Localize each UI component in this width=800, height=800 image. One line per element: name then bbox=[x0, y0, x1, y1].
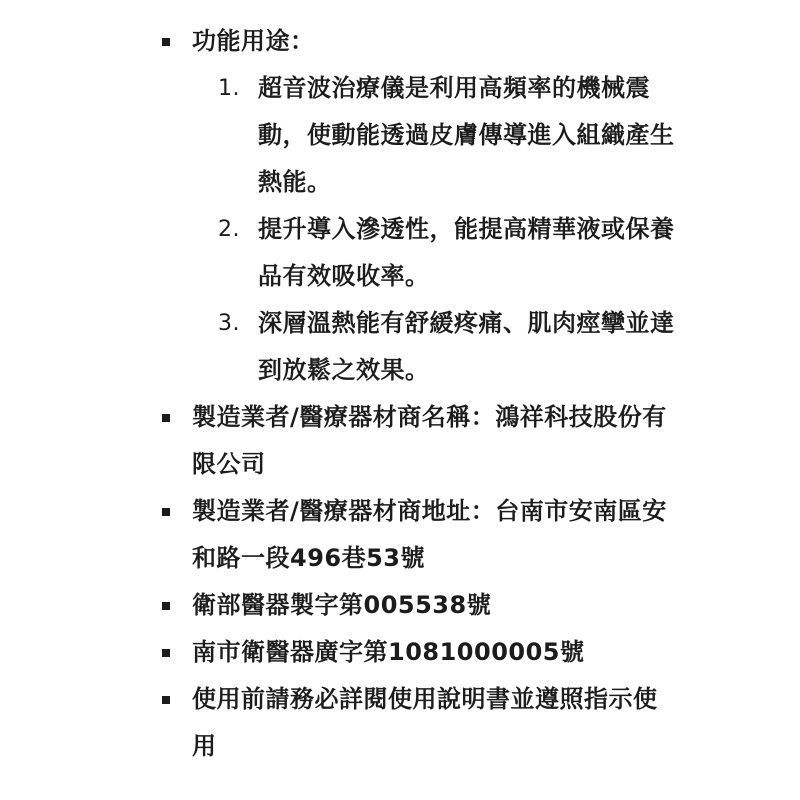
function-item bbox=[192, 300, 680, 394]
function-item bbox=[192, 65, 680, 206]
square-bullet-icon bbox=[162, 414, 170, 422]
function-heading: 功能用途： bbox=[192, 27, 315, 55]
ad-permit-bullet bbox=[160, 629, 680, 676]
square-bullet-icon bbox=[162, 508, 170, 516]
info-bullet-list bbox=[160, 18, 680, 770]
function-item bbox=[192, 206, 680, 300]
manufacturer-name-text: 製造業者/醫療器材商名稱：鴻祥科技股份有限公司 bbox=[192, 403, 667, 478]
license-number-text: 衛部醫器製字第005538號 bbox=[192, 591, 492, 619]
item-number: 3. bbox=[218, 311, 240, 336]
usage-warning-text: 使用前請務必詳閱使用說明書並遵照指示使用 bbox=[192, 685, 658, 760]
function-bullet bbox=[160, 18, 680, 394]
function-numbered-list bbox=[192, 65, 680, 394]
square-bullet-icon bbox=[162, 649, 170, 657]
license-number-bullet bbox=[160, 582, 680, 629]
item-number: 2. bbox=[218, 217, 240, 242]
square-bullet-icon bbox=[162, 602, 170, 610]
ad-permit-text: 南市衛醫器廣字第1081000005號 bbox=[192, 638, 585, 666]
function-item-text: 深層溫熱能有舒緩疼痛、肌肉痙攣並達到放鬆之效果。 bbox=[258, 309, 675, 384]
manufacturer-address-text: 製造業者/醫療器材商地址：台南市安南區安和路一段496巷53號 bbox=[192, 497, 667, 572]
manufacturer-address-bullet bbox=[160, 488, 680, 582]
manufacturer-name-bullet bbox=[160, 394, 680, 488]
square-bullet-icon bbox=[162, 696, 170, 704]
function-item-text: 提升導入滲透性，能提高精華液或保養品有效吸收率。 bbox=[258, 215, 675, 290]
usage-warning-bullet bbox=[160, 676, 680, 770]
item-number: 1. bbox=[218, 76, 240, 101]
square-bullet-icon bbox=[162, 38, 170, 46]
function-item-text: 超音波治療儀是利用高頻率的機械震動，使動能透過皮膚傳導進入組織產生熱能。 bbox=[258, 74, 675, 196]
